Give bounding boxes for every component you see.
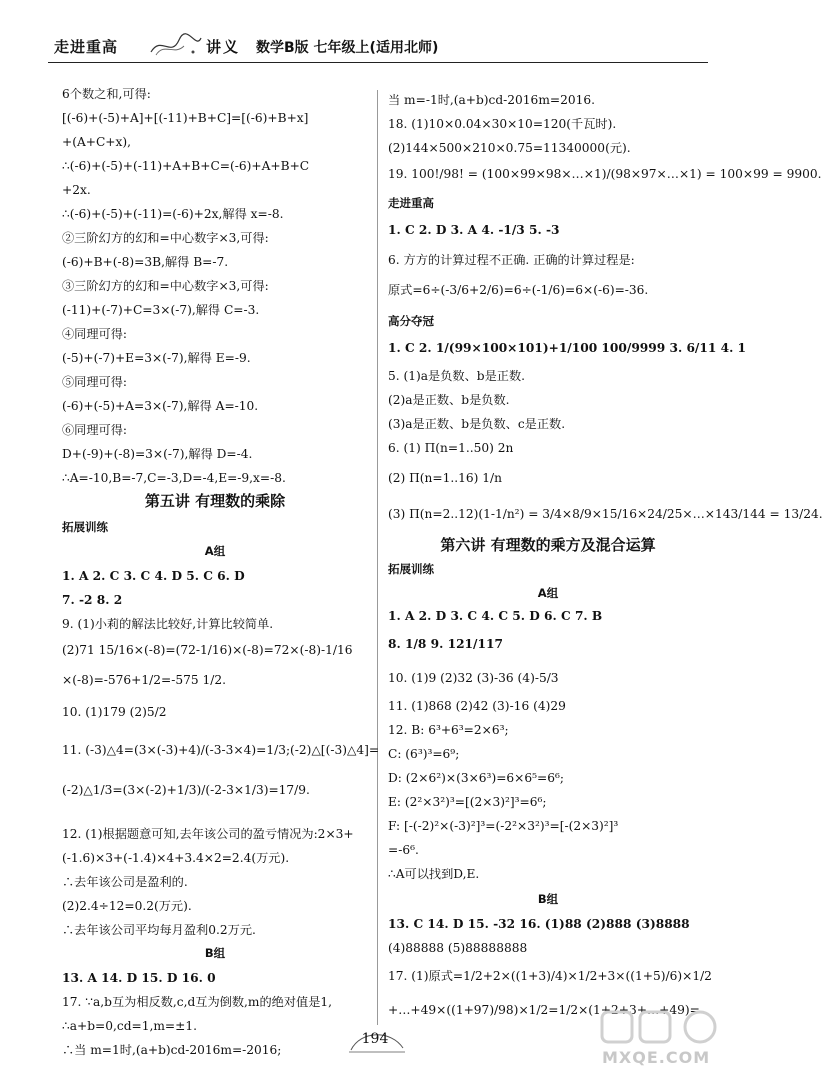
section-heading: 拓展训练 bbox=[62, 520, 108, 534]
text-line: (-5)+(-7)+E=3×(-7),解得 E=-9. bbox=[62, 351, 251, 365]
page-number-badge bbox=[347, 1026, 407, 1054]
answer-line: 1. C 2. D 3. A 4. -1/3 5. -3 bbox=[388, 223, 560, 237]
group-heading: A组 bbox=[204, 544, 226, 558]
text-line: 5. (1)a是负数、b是正数. bbox=[388, 369, 526, 383]
lesson-title: 第五讲 有理数的乘除 bbox=[144, 492, 286, 510]
text-line: (3)a是正数、b是负数、c是正数. bbox=[388, 417, 566, 431]
text-line: +2x. bbox=[62, 183, 91, 197]
section-heading: 高分夺冠 bbox=[388, 314, 434, 328]
text-line: ∴去年该公司是盈利的. bbox=[62, 875, 188, 889]
text-line: (-1.6)×3+(-1.4)×4+3.4×2=2.4(万元). bbox=[62, 851, 290, 865]
text-line: +(A+C+x), bbox=[62, 135, 132, 149]
header-rule bbox=[48, 62, 708, 63]
text-line: ⑤同理可得: bbox=[62, 375, 128, 389]
text-line: F: [-(-2)²×(-3)²]³=(-2²×3²)³=[-(2×3)²]³ bbox=[388, 819, 619, 833]
text-line: 6. 方方的计算过程不正确. 正确的计算过程是: bbox=[388, 253, 635, 267]
text-line: ③三阶幻方的幻和=中心数字×3,可得: bbox=[62, 279, 269, 293]
page-number: 194 bbox=[361, 1031, 389, 1047]
group-heading: B组 bbox=[204, 946, 226, 960]
book-subtitle: 数学B版 七年级上(适用北师) bbox=[256, 40, 439, 56]
lesson-title: 第六讲 有理数的乘方及混合运算 bbox=[440, 536, 656, 554]
text-line: 18. (1)10×0.04×30×10=120(千瓦时). bbox=[388, 117, 617, 131]
section-heading: 走进重高 bbox=[388, 196, 434, 210]
column-divider bbox=[377, 90, 378, 1025]
text-line: 17. (1)原式=1/2+2×((1+3)/4)×1/2+3×((1+5)/6)×1/2 bbox=[388, 969, 712, 983]
group-heading: A组 bbox=[537, 586, 559, 600]
text-line: (-6)+(-5)+A=3×(-7),解得 A=-10. bbox=[62, 399, 259, 413]
watermark bbox=[596, 1006, 746, 1070]
page-header bbox=[48, 30, 728, 66]
text-line: D: (2×6²)×(3×6³)=6×6⁵=6⁶; bbox=[388, 771, 564, 785]
text-line: 17. ∵a,b互为相反数,c,d互为倒数,m的绝对值是1, bbox=[62, 995, 333, 1009]
text-line: 原式=6÷(-3/6+2/6)=6÷(-1/6)=6×(-6)=-36. bbox=[388, 283, 649, 297]
text-line: 当 m=-1时,(a+b)cd-2016m=2016. bbox=[388, 93, 595, 107]
text-line: (-6)+B+(-8)=3B,解得 B=-7. bbox=[62, 255, 229, 269]
text-line: ∴(-6)+(-5)+(-11)=(-6)+2x,解得 x=-8. bbox=[62, 207, 284, 221]
text-line: 19. 100!/98! = (100×99×98×…×1)/(98×97×…×1) = 100×99 = 9900. bbox=[388, 167, 822, 181]
watermark-logo-icon bbox=[596, 1006, 746, 1050]
answer-line: 1. A 2. C 3. C 4. D 5. C 6. D bbox=[62, 569, 245, 583]
answer-line: 1. A 2. D 3. C 4. C 5. D 6. C 7. B bbox=[388, 609, 603, 623]
text-line: ∴a+b=0,cd=1,m=±1. bbox=[62, 1019, 197, 1033]
text-line: (-2)△1/3=(3×(-2)+1/3)/(-2-3×1/3)=17/9. bbox=[62, 783, 310, 797]
text-line: 12. B: 6³+6³=2×6³; bbox=[388, 723, 509, 737]
text-line: ∴A可以找到D,E. bbox=[388, 867, 480, 881]
text-line: ∴A=-10,B=-7,C=-3,D=-4,E=-9,x=-8. bbox=[62, 471, 286, 485]
text-line: ∴当 m=1时,(a+b)cd-2016m=-2016; bbox=[62, 1043, 282, 1057]
text-line: D+(-9)+(-8)=3×(-7),解得 D=-4. bbox=[62, 447, 253, 461]
text-line: (2)a是正数、b是负数. bbox=[388, 393, 510, 407]
text-line: (2) Π(n=1..16) 1/n bbox=[388, 471, 502, 485]
text-line: (2)71 15/16×(-8)=(72-1/16)×(-8)=72×(-8)-1/16 bbox=[62, 643, 353, 657]
text-line: (3) Π(n=2..12)(1-1/n²) = 3/4×8/9×15/16×24/25×…×143/144 = 13/24. bbox=[388, 507, 823, 521]
watermark-text: MXQE.COM bbox=[602, 1048, 711, 1067]
text-line: E: (2²×3²)³=[(2×3)²]³=6⁶; bbox=[388, 795, 547, 809]
section-heading: 拓展训练 bbox=[388, 562, 434, 576]
text-line: (4)88888 (5)88888888 bbox=[388, 941, 528, 955]
answer-line: 1. C 2. 1/(99×100×101)+1/100 100/9999 3. 6/11 4. 1 bbox=[388, 341, 747, 355]
text-line: ④同理可得: bbox=[62, 327, 128, 341]
text-line: =-6⁶. bbox=[388, 843, 419, 857]
text-line: ②三阶幻方的幻和=中心数字×3,可得: bbox=[62, 231, 269, 245]
brand-title: 走进重高 bbox=[54, 38, 119, 56]
text-line: +…+49×((1+97)/98)×1/2=1/2×(1+2+3+…+49)= bbox=[388, 1003, 700, 1017]
text-line: 10. (1)179 (2)5/2 bbox=[62, 705, 167, 719]
text-line: 9. (1)小莉的解法比较好,计算比较简单. bbox=[62, 617, 274, 631]
text-line: ∴去年该公司平均每月盈利0.2万元. bbox=[62, 923, 256, 937]
text-line: ×(-8)=-576+1/2=-575 1/2. bbox=[62, 673, 226, 687]
text-line: (2)2.4÷12=0.2(万元). bbox=[62, 899, 192, 913]
lecture-label: 讲义 bbox=[206, 38, 241, 56]
answer-line: 7. -2 8. 2 bbox=[62, 593, 123, 607]
answer-line: 13. C 14. D 15. -32 16. (1)88 (2)888 (3)8888 bbox=[388, 917, 690, 931]
answer-line: 8. 1/8 9. 121/117 bbox=[388, 637, 503, 651]
group-heading: B组 bbox=[537, 892, 559, 906]
brand-swirl-logo bbox=[146, 30, 206, 60]
text-line: ⑥同理可得: bbox=[62, 423, 128, 437]
text-line: 11. (-3)△4=(3×(-3)+4)/(-3-3×4)=1/3;(-2)△[(-3)△4]= bbox=[62, 743, 380, 757]
text-line: 6个数之和,可得: bbox=[62, 87, 151, 101]
text-line: [(-6)+(-5)+A]+[(-11)+B+C]=[(-6)+B+x] bbox=[62, 111, 309, 125]
answer-line: 13. A 14. D 15. D 16. 0 bbox=[62, 971, 216, 985]
text-line: (-11)+(-7)+C=3×(-7),解得 C=-3. bbox=[62, 303, 260, 317]
text-line: 12. (1)根据题意可知,去年该公司的盈亏情况为:2×3+ bbox=[62, 827, 354, 841]
text-line: (2)144×500×210×0.75=11340000(元). bbox=[388, 141, 631, 155]
text-line: 6. (1) Π(n=1..50) 2n bbox=[388, 441, 514, 455]
text-line: C: (6³)³=6⁹; bbox=[388, 747, 460, 761]
text-line: 10. (1)9 (2)32 (3)-36 (4)-5/3 bbox=[388, 671, 559, 685]
text-line: ∴(-6)+(-5)+(-11)+A+B+C=(-6)+A+B+C bbox=[62, 159, 310, 173]
text-line: 11. (1)868 (2)42 (3)-16 (4)29 bbox=[388, 699, 566, 713]
